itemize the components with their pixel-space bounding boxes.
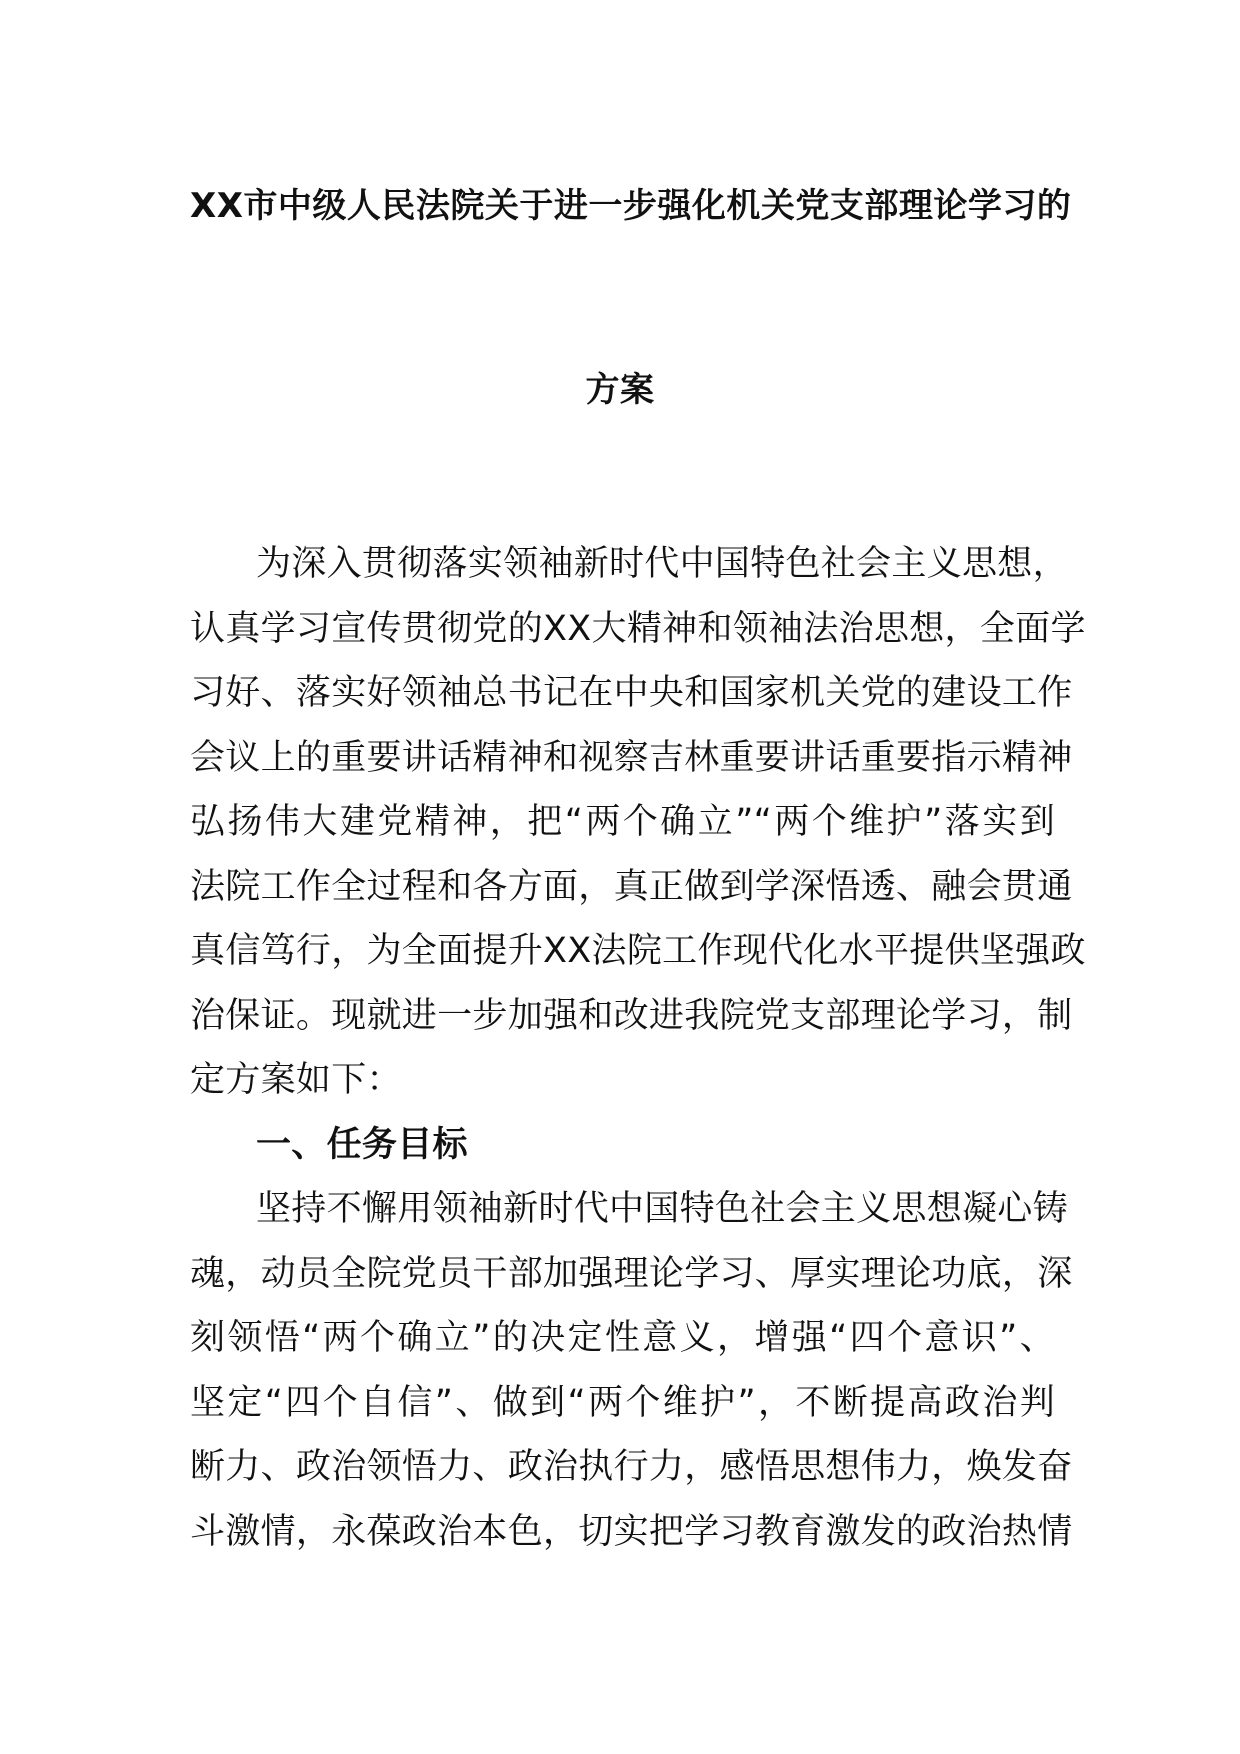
paragraph-line: 坚定“四个自信”、做到“两个维护”，不断提高政治判 (190, 1382, 1055, 1423)
document-body (190, 532, 1086, 1564)
paragraph-line: 治保证。现就进一步加强和改进我院党支部理论学习，制 (190, 995, 1073, 1036)
paragraph-task-goals (190, 1177, 1073, 1564)
paragraph-line: 斗激情，永葆政治本色，切实把学习教育激发的政治热情 (190, 1511, 1073, 1552)
paragraph-line: 断力、政治领悟力、政治执行力，感悟思想伟力，焕发奋 (190, 1447, 1073, 1487)
paragraph-line: 真信笃行，为全面提升XX法院工作现代化水平提供坚强政 (190, 931, 1086, 971)
paragraph-line: 坚持不懈用领袖新时代中国特色社会主义思想凝心铸 (256, 1189, 1068, 1229)
document-title-line-2: 方案 (585, 370, 655, 410)
paragraph-line: 定方案如下： (190, 1060, 402, 1100)
paragraph-line: 刻领悟“两个确立”的决定性意义，增强“四个意识”、 (190, 1318, 1055, 1358)
document-title-line-1: XX市中级人民法院关于进一步强化机关党支部理论学习的 (190, 186, 1072, 226)
paragraph-line: 认真学习宣传贯彻党的XX大精神和领袖法治思想，全面学 (190, 608, 1086, 649)
paragraph-introduction (190, 532, 1086, 1113)
paragraph-line: 弘扬伟大建党精神，把“两个确立”“两个维护”落实到 (190, 802, 1055, 842)
paragraph-line: 为深入贯彻落实领袖新时代中国特色社会主义思想， (256, 544, 1068, 584)
paragraph-line: 习好、落实好领袖总书记在中央和国家机关党的建设工作 (190, 673, 1073, 713)
paragraph-line: 法院工作全过程和各方面，真正做到学深悟透、融会贯通 (190, 866, 1073, 907)
paragraph-line: 会议上的重要讲话精神和视察吉林重要讲话重要指示精神 (190, 737, 1073, 778)
paragraph-line: 魂，动员全院党员干部加强理论学习、厚实理论功底，深 (190, 1253, 1073, 1294)
section-heading-task-goals: 一、任务目标 (256, 1124, 468, 1165)
